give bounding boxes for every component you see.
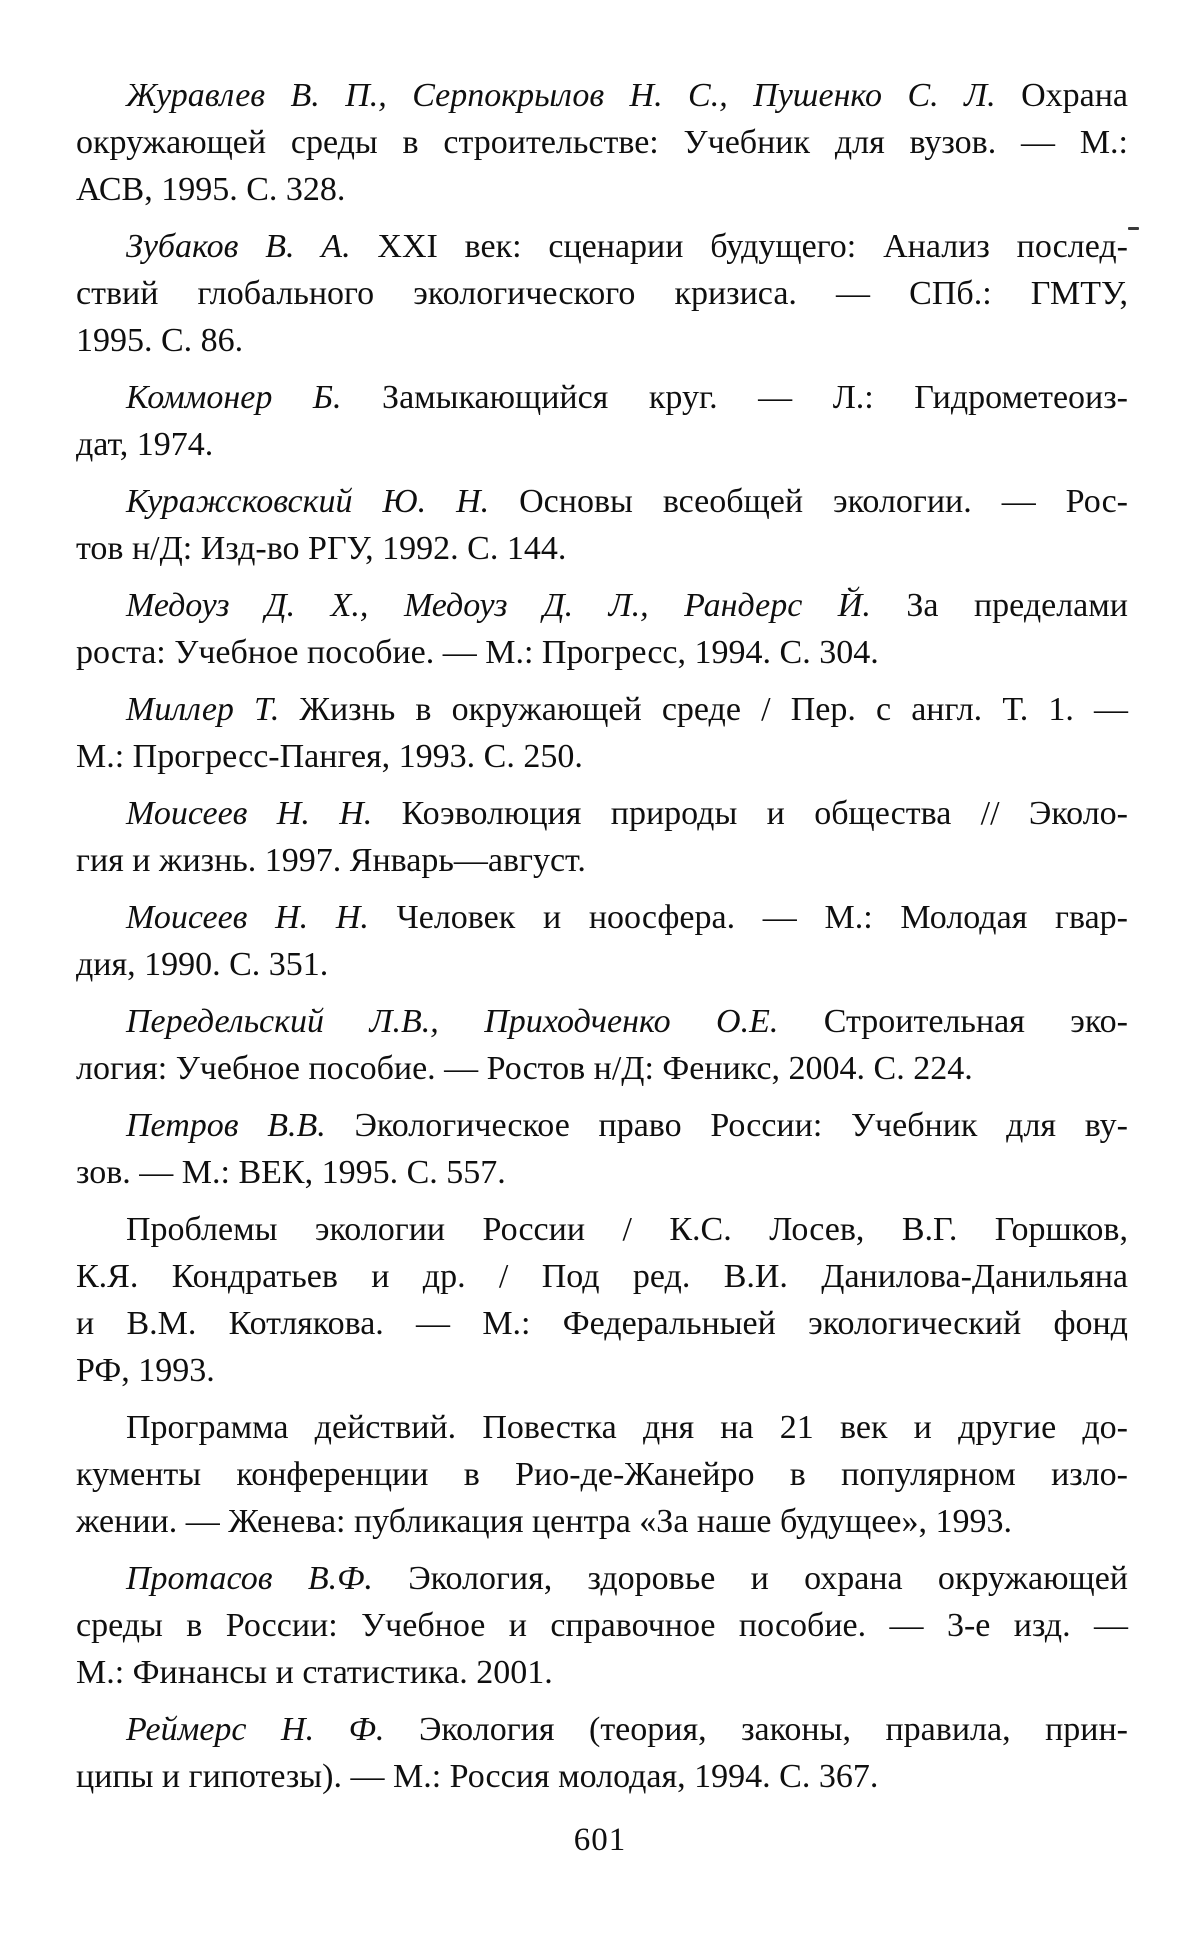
entry-authors: Миллер Т. xyxy=(126,691,280,728)
bibliography-entry xyxy=(76,1706,1128,1800)
entry-authors: Куражсковский Ю. Н. xyxy=(126,483,490,520)
bibliography-entry xyxy=(76,1555,1128,1696)
entry-authors: Журавлев В. П., Серпокрылов Н. С., Пушенко С. Л. xyxy=(126,77,996,114)
entry-line: логия: Учебное пособие. — Ростов н/Д: Феникс, 2004. С. 224. xyxy=(76,1050,973,1087)
entry-line: и В.М. Котлякова. — М.: Федеральныей экологический фонд xyxy=(76,1305,1128,1342)
entry-line: гия и жизнь. 1997. Январь—август. xyxy=(76,842,586,879)
entry-authors: Коммонер Б. xyxy=(126,379,342,416)
entry-authors: Передельский Л.В., Приходченко О.Е. xyxy=(126,1003,779,1040)
entry-line: Миллер Т. Жизнь в окружающей среде / Пер. с англ. Т. 1. — xyxy=(126,691,1128,728)
entry-line: Журавлев В. П., Серпокрылов Н. С., Пушенко С. Л. Охрана xyxy=(126,77,1128,114)
bibliography-entry xyxy=(76,223,1128,364)
entry-line: Протасов В.Ф. Экология, здоровье и охрана окружающей xyxy=(126,1560,1128,1597)
bibliography-entry xyxy=(76,374,1128,468)
entry-line: зов. — М.: ВЕК, 1995. С. 557. xyxy=(76,1154,506,1191)
entry-authors: Моисеев Н. Н. xyxy=(126,899,369,936)
bibliography-entry xyxy=(76,998,1128,1092)
entry-line: М.: Финансы и статистика. 2001. xyxy=(76,1654,553,1691)
entry-authors: Петров В.В. xyxy=(126,1107,326,1144)
entry-line: ствий глобального экологического кризиса. — СПб.: ГМТУ, xyxy=(76,275,1128,312)
entry-authors: Реймерс Н. Ф. xyxy=(126,1711,385,1748)
entry-authors: Зубаков В. А. xyxy=(126,228,351,265)
entry-line: окружающей среды в строительстве: Учебник для вузов. — М.: xyxy=(76,124,1128,161)
entry-authors: Медоуз Д. Х., Медоуз Д. Л., Рандерс Й. xyxy=(126,587,871,624)
entry-line: дия, 1990. С. 351. xyxy=(76,946,329,983)
entry-line: роста: Учебное пособие. — М.: Прогресс, 1994. С. 304. xyxy=(76,634,879,671)
entry-line: Зубаков В. А. XXI век: сценарии будущего: Анализ послед- xyxy=(126,228,1128,265)
entry-line: Реймерс Н. Ф. Экология (теория, законы, правила, прин- xyxy=(126,1711,1128,1748)
bibliography-entry xyxy=(76,1206,1128,1394)
entry-line: дат, 1974. xyxy=(76,426,214,463)
entry-line: РФ, 1993. xyxy=(76,1352,215,1389)
entry-line: Передельский Л.В., Приходченко О.Е. Строительная эко- xyxy=(126,1003,1128,1040)
entry-line: Моисеев Н. Н. Коэволюция природы и общества // Эколо- xyxy=(126,795,1129,832)
bibliography-entry xyxy=(76,1404,1128,1545)
entry-line: среды в России: Учебное и справочное пособие. — 3-е изд. — xyxy=(76,1607,1128,1644)
entry-line: Моисеев Н. Н. Человек и ноосфера. — М.: Молодая гвар- xyxy=(126,899,1129,936)
entry-line: К.Я. Кондратьев и др. / Под ред. В.И. Данилова-Данильяна xyxy=(76,1258,1128,1295)
bibliography-entry xyxy=(76,790,1128,884)
bibliography-entry xyxy=(76,1102,1128,1196)
entry-authors: Протасов В.Ф. xyxy=(126,1560,373,1597)
bibliography-list xyxy=(76,72,1128,1810)
entry-line: 1995. С. 86. xyxy=(76,322,244,359)
page-number: 601 xyxy=(573,1822,627,1858)
entry-line: Коммонер Б. Замыкающийся круг. — Л.: Гидрометеоиз- xyxy=(126,379,1128,416)
entry-line: кументы конференции в Рио-де-Жанейро в популярном изло- xyxy=(76,1456,1128,1493)
entry-line: Куражсковский Ю. Н. Основы всеобщей экологии. — Рос- xyxy=(126,483,1128,520)
scan-artifact-dash xyxy=(1128,227,1139,230)
bibliography-entry xyxy=(76,894,1128,988)
entry-line: Петров В.В. Экологическое право России: Учебник для ву- xyxy=(126,1107,1128,1144)
entry-line: АСВ, 1995. С. 328. xyxy=(76,171,346,208)
entry-line: Программа действий. Повестка дня на 21 век и другие до- xyxy=(126,1409,1128,1446)
entry-line: М.: Прогресс-Пангея, 1993. С. 250. xyxy=(76,738,583,775)
bibliography-entry xyxy=(76,686,1128,780)
bibliography-entry xyxy=(76,478,1128,572)
entry-line: жении. — Женева: публикация центра «За наше будущее», 1993. xyxy=(76,1503,1013,1540)
bibliography-entry xyxy=(76,582,1128,676)
entry-line: ципы и гипотезы). — М.: Россия молодая, 1994. С. 367. xyxy=(76,1758,879,1795)
entry-line: Медоуз Д. Х., Медоуз Д. Л., Рандерс Й. За пределами xyxy=(126,587,1128,624)
entry-line: тов н/Д: Изд-во РГУ, 1992. С. 144. xyxy=(76,530,567,567)
entry-line: Проблемы экологии России / К.С. Лосев, В.Г. Горшков, xyxy=(126,1211,1128,1248)
entry-authors: Моисеев Н. Н. xyxy=(126,795,373,832)
bibliography-entry xyxy=(76,72,1128,213)
